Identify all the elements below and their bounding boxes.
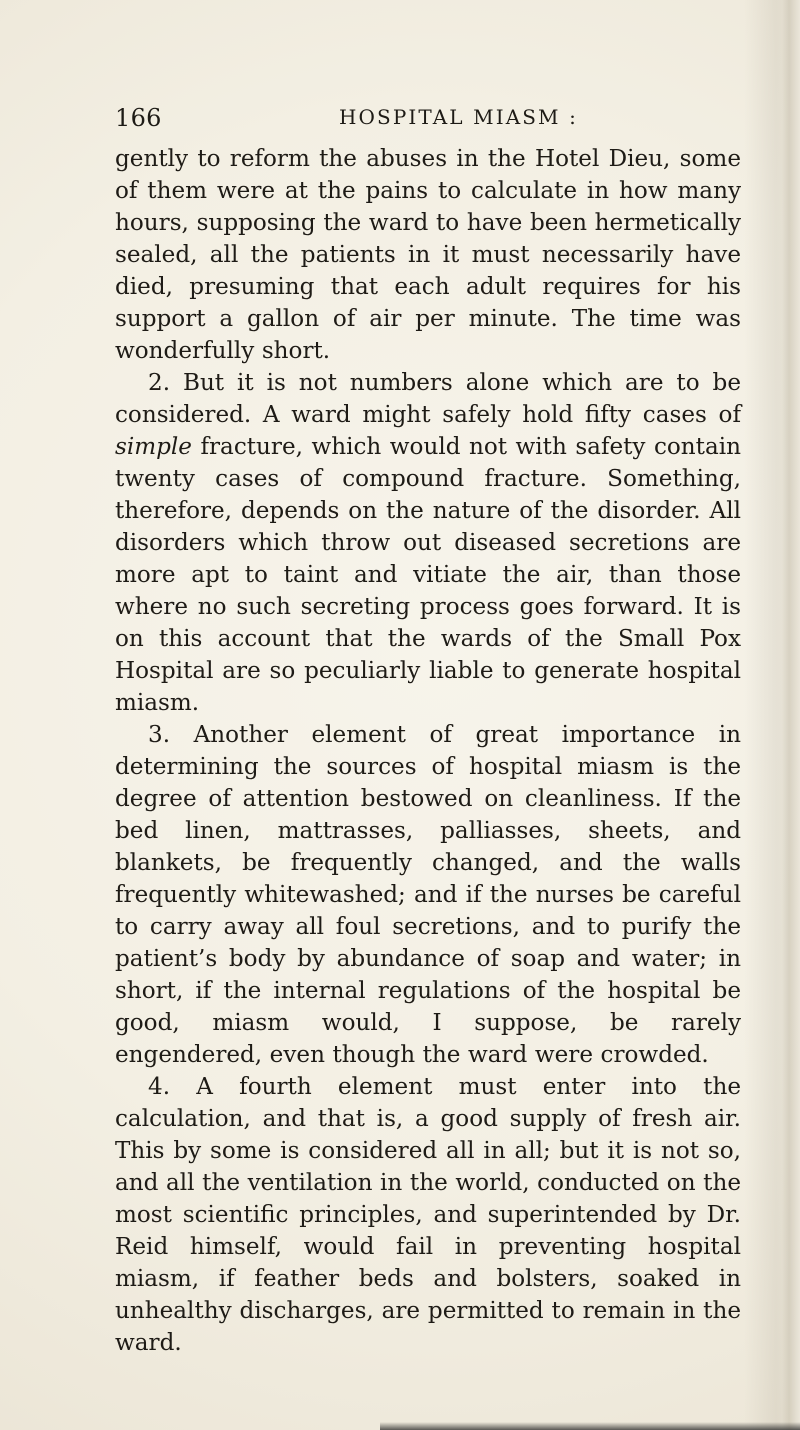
paragraph-3: 3. Another element of great importance in determining the sources of hospital miasm is the degree of attention bestowed on cleanliness. If the bed linen, mattrasses, palliasses, sheets, and blankets, be frequently changed, and the walls frequently whitewashed; and if the nurses be careful to carry away all foul secretions, and to purify the patient’s body by abundance of soap and water; in short, if the internal regulations of the hospital be good, miasm would, I suppose, be rarely engendered, even though the ward were crowded.	[115, 722, 741, 1068]
page-header	[115, 101, 730, 141]
italic-emphasis: simple	[115, 434, 192, 460]
paragraph-2-text-end: fracture, which would not with safety contain twenty cases of compound fracture. Something, therefore, depends on the nature of the disorder. All disorders which throw out diseased secretions are more apt to taint and vitiate the air, than those where no such secreting process goes forward. It is on this account that the wards of the Small Pox Hospital are so peculiarly liable to generate hospital miasm.	[115, 434, 741, 716]
paragraph-continued: gently to reform the abuses in the Hotel Dieu, some of them were at the pains to calculate in how many hours, supposing the ward to have been hermetically sealed, all the patients in it must necessarily have died, presuming that each adult requires for his support a gallon of air per minute. The time was wonderfully short.	[115, 146, 741, 364]
page-body	[115, 143, 741, 1359]
paragraph-2	[115, 367, 741, 719]
page-edge-shadow	[782, 0, 800, 1430]
running-head: HOSPITAL MIASM :	[339, 105, 578, 129]
paragraph-4: 4. A fourth element must enter into the calculation, and that is, a good supply of fresh air. This by some is considered all in all; but it is not so, and all the ventilation in the world, conducted on the most scientific principles, and superintended by Dr. Reid himself, would fail in preventing hospital miasm, if feather beds and bolsters, soaked in unhealthy discharges, are permitted to remain in the ward.	[115, 1074, 741, 1356]
paragraph-2-text-start: 2. But it is not numbers alone which are to be considered. A ward might safely hold fifty cases of	[115, 370, 741, 428]
page-number: 166	[115, 104, 162, 132]
page-bottom-edge	[380, 1422, 800, 1430]
